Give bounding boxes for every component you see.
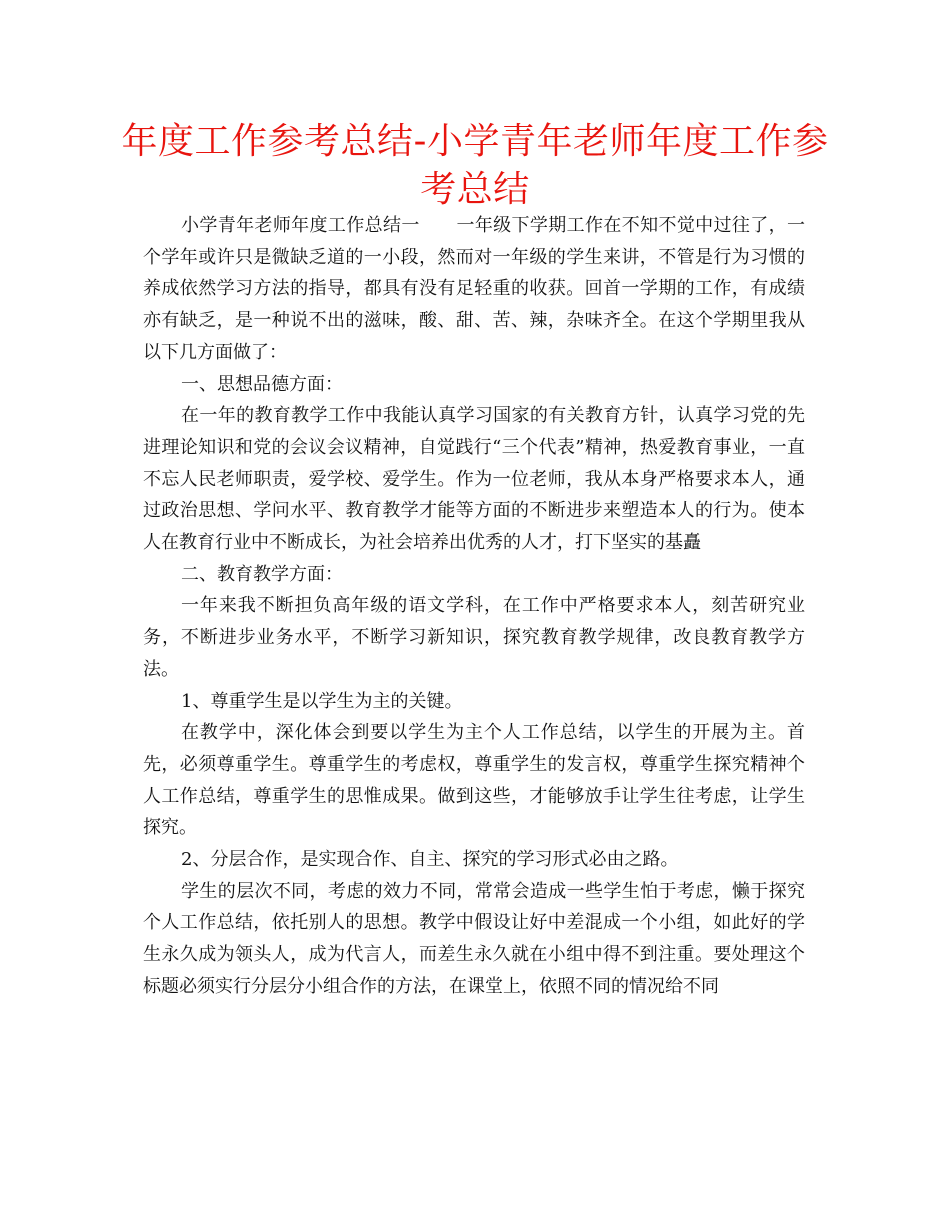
section-heading-teaching: 二、教育教学方面：	[181, 563, 343, 585]
section-heading-ideology: 一、思想品德方面：	[181, 373, 343, 395]
paragraph-ideology: 在一年的教育教学工作中我能认真学习国家的有关教育方针，认真学习党的先进理论知识和党的会议会议精神，自觉践行“三个代表”精神，热爱教育事业，一直不忘人民老师职责，爱学校、爱学生。作为一位老师，我从本身严格要求本人，通过政治思想、学问水平、教育教学才能等方面的不断进步来塑造本人的行为。使本人在教育行业中不断成长，为社会培养出优秀的人才，打下坚实的基矗	[143, 405, 805, 554]
point-heading-respect: 1、尊重学生是以学生为主的关键。	[181, 690, 463, 712]
paragraph-respect: 在教学中，深化体会到要以学生为主个人工作总结，以学生的开展为主。首先，必须尊重学生。尊重学生的考虑权，尊重学生的发言权，尊重学生探究精神个人工作总结，尊重学生的思惟成果。做到这些，才能够放手让学生往考虑，让学生探究。	[143, 722, 805, 839]
paragraph-teaching: 一年来我不断担负高年级的语文学科，在工作中严格要求本人，刻苦研究业务，不断进步业务水平，不断学习新知识，探究教育教学规律，改良教育教学方法。	[143, 595, 805, 680]
point-heading-cooperation: 2、分层合作，是实现合作、自主、探究的学习形式必由之路。	[181, 849, 679, 871]
document-body	[143, 210, 805, 1003]
document-title: 年度工作参考总结-小学青年老师年度工作参考总结	[121, 121, 829, 210]
paragraph-intro: 小学青年老师年度工作总结一 一年级下学期工作在不知不觉中过往了，一个学年或许只是微缺乏道的一小段，然而对一年级的学生来讲，不管是行为习惯的养成依然学习方法的指导，都具有没有足轻重的收获。回首一学期的工作，有成绩亦有缺乏，是一种说不出的滋味，酸、甜、苦、辣，杂味齐全。在这个学期里我从以下几方面做了：	[143, 215, 805, 363]
paragraph-cooperation: 学生的层次不同，考虑的效力不同，常常会造成一些学生怕于考虑，懒于探究个人工作总结，依托别人的思想。教学中假设让好中差混成一个小组，如此好的学生永久成为领头人，成为代言人，而差生永久就在小组中得不到注重。要处理这个标题必须实行分层分小组合作的方法，在课堂上，依照不同的情况给不同	[143, 880, 805, 997]
